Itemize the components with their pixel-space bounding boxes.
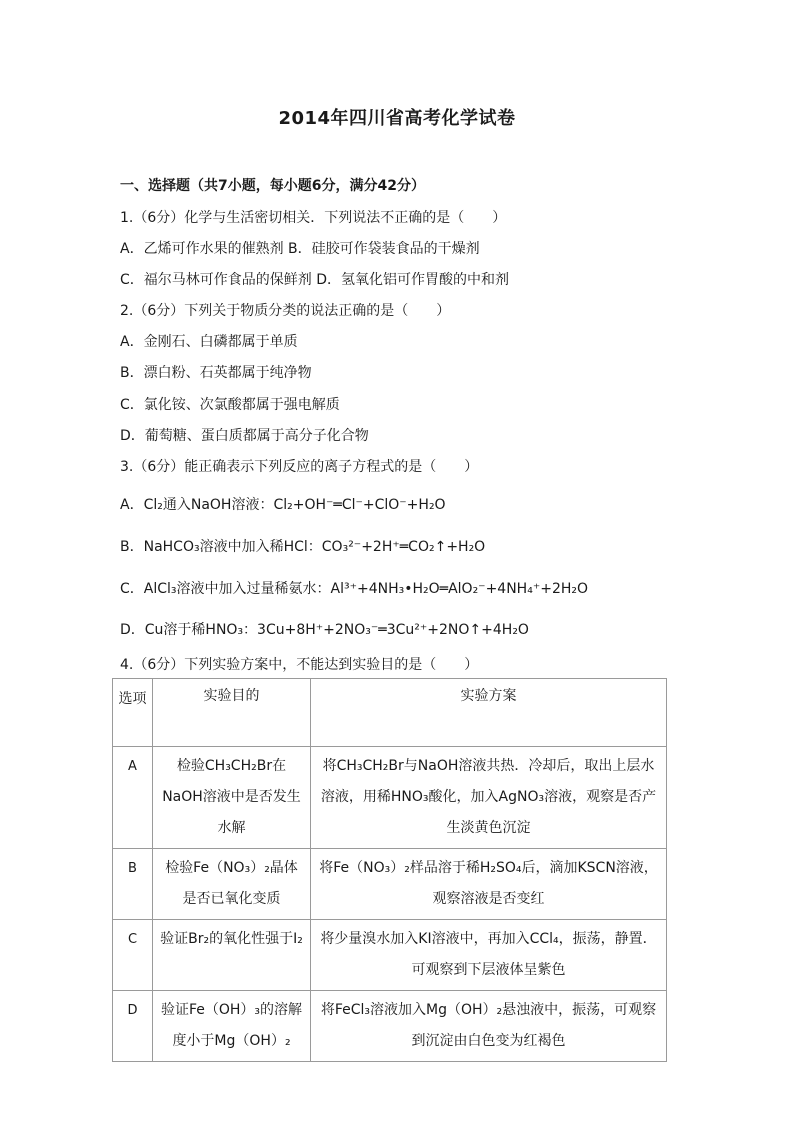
- row-plan: 将CH₃CH₂Br与NaOH溶液共热．冷却后，取出上层水溶液，用稀HNO₃酸化，加入AgNO₃溶液，观察是否产生淡黄色沉淀: [311, 747, 667, 849]
- q2-option-a: A．金刚石、白磷都属于单质: [120, 334, 298, 350]
- section-heading: 一、选择题（共7小题，每小题6分，满分42分）: [120, 178, 425, 194]
- header-plan: 实验方案: [311, 679, 667, 747]
- row-option: A: [113, 747, 153, 849]
- q1-stem: 1.（6分）化学与生活密切相关．下列说法不正确的是（ ）: [120, 210, 507, 226]
- row-plan: 将少量溴水加入KI溶液中，再加入CCl₄，振荡，静置．可观察到下层液体呈紫色: [311, 920, 667, 991]
- table-row: [113, 849, 667, 920]
- q1-options-cd: C．福尔马林可作食品的保鲜剂 D．氢氧化铝可作胃酸的中和剂: [120, 272, 510, 288]
- row-goal: 验证Br₂的氧化性强于I₂: [153, 920, 311, 991]
- q3-option-c: C．AlCl₃溶液中加入过量稀氨水：Al³⁺+4NH₃•H₂O═AlO₂⁻+4NH₄⁺+2H₂O: [120, 581, 589, 597]
- row-goal: 验证Fe（OH）₃的溶解度小于Mg（OH）₂: [153, 991, 311, 1062]
- row-goal: 检验CH₃CH₂Br在NaOH溶液中是否发生水解: [153, 747, 311, 849]
- row-option: D: [113, 991, 153, 1062]
- table-header-row: [113, 679, 667, 747]
- q2-option-b: B．漂白粉、石英都属于纯净物: [120, 365, 312, 381]
- row-plan: 将Fe（NO₃）₂样品溶于稀H₂SO₄后，滴加KSCN溶液，观察溶液是否变红: [311, 849, 667, 920]
- page-title: 2014年四川省高考化学试卷: [278, 108, 516, 129]
- q2-option-c: C．氯化铵、次氯酸都属于强电解质: [120, 397, 340, 413]
- q1-options-ab: A．乙烯可作水果的催熟剂 B．硅胶可作袋装食品的干燥剂: [120, 241, 480, 257]
- table-row: [113, 991, 667, 1062]
- q3-option-b: B．NaHCO₃溶液中加入稀HCl：CO₃²⁻+2H⁺═CO₂↑+H₂O: [120, 539, 486, 555]
- q3-stem: 3.（6分）能正确表示下列反应的离子方程式的是（ ）: [120, 459, 479, 475]
- q3-option-d: D．Cu溶于稀HNO₃：3Cu+8H⁺+2NO₃⁻═3Cu²⁺+2NO↑+4H₂O: [120, 622, 529, 638]
- row-option: C: [113, 920, 153, 991]
- row-goal: 检验Fe（NO₃）₂晶体是否已氧化变质: [153, 849, 311, 920]
- row-option: B: [113, 849, 153, 920]
- row-plan: 将FeCl₃溶液加入Mg（OH）₂悬浊液中，振荡，可观察到沉淀由白色变为红褐色: [311, 991, 667, 1062]
- header-option: 选项: [113, 679, 153, 747]
- table-row: [113, 747, 667, 849]
- q3-option-a: A．Cl₂通入NaOH溶液：Cl₂+OH⁻═Cl⁻+ClO⁻+H₂O: [120, 497, 446, 513]
- q2-option-d: D．葡萄糖、蛋白质都属于高分子化合物: [120, 428, 369, 444]
- experiment-table: [112, 678, 667, 1062]
- header-goal: 实验目的: [153, 679, 311, 747]
- q2-stem: 2.（6分）下列关于物质分类的说法正确的是（ ）: [120, 303, 451, 319]
- table-row: [113, 920, 667, 991]
- q4-stem: 4.（6分）下列实验方案中，不能达到实验目的是（ ）: [120, 657, 479, 673]
